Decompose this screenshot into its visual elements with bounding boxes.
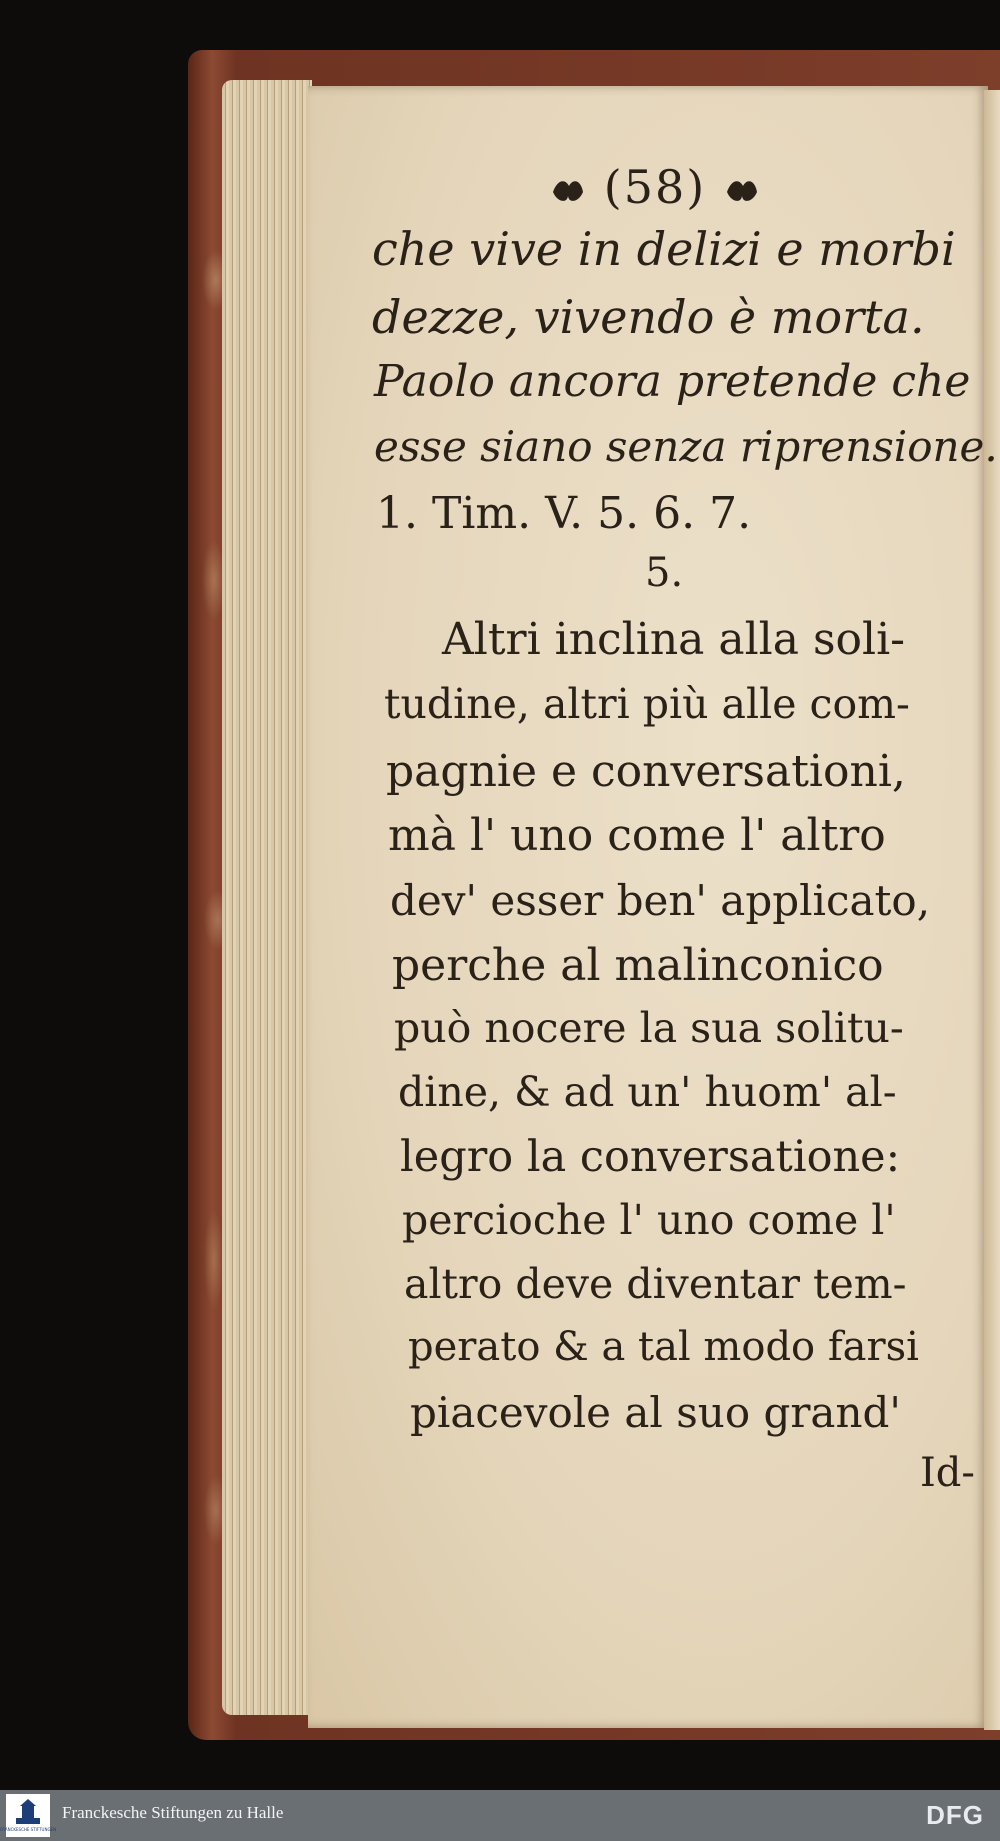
building-icon xyxy=(0,1798,57,1834)
text-line: dine, & ad un' huom' al- xyxy=(398,1068,897,1116)
ornament-right-icon xyxy=(723,174,761,208)
logo-caption: FRANCKESCHE STIFTUNGEN xyxy=(0,1826,57,1832)
text-line: legro la conversatione: xyxy=(400,1132,901,1182)
text-line: 1. Tim. V. 5. 6. 7. xyxy=(376,488,752,539)
text-line: esse siano senza riprensione. xyxy=(374,422,998,471)
text-line: piacevole al suo grand' xyxy=(410,1388,901,1437)
text-line: perche al malinconico xyxy=(392,940,884,991)
page-number-header xyxy=(545,160,765,214)
catchword: Id- xyxy=(920,1450,975,1496)
text-line: dev' esser ben' applicato, xyxy=(390,876,931,925)
text-line: che vive in delizi e morbi xyxy=(372,222,956,276)
text-line: perato & a tal modo farsi xyxy=(408,1324,919,1370)
text-line: Paolo ancora pretende che xyxy=(374,356,971,407)
page-number: (58) xyxy=(603,160,707,214)
dfg-logo: DFG xyxy=(926,1800,984,1830)
footer-bar xyxy=(0,1790,1000,1841)
institution-logo xyxy=(0,1794,57,1837)
text-line: altro deve diventar tem- xyxy=(404,1260,907,1308)
ornament-left-icon xyxy=(549,174,587,208)
text-line: mà l' uno come l' altro xyxy=(388,810,886,861)
section-number: 5. xyxy=(645,550,684,596)
institution-name: Franckesche Stiftungen zu Halle xyxy=(62,1803,284,1822)
text-line: pagnie e conversationi, xyxy=(386,746,906,797)
text-line: tudine, altri più alle com- xyxy=(384,680,910,728)
text-line: percioche l' uno come l' xyxy=(402,1196,896,1244)
text-line: dezze, vivendo è morta. xyxy=(372,290,925,344)
text-line: Altri inclina alla soli- xyxy=(442,614,906,665)
text-line: può nocere la sua solitu- xyxy=(394,1004,904,1052)
